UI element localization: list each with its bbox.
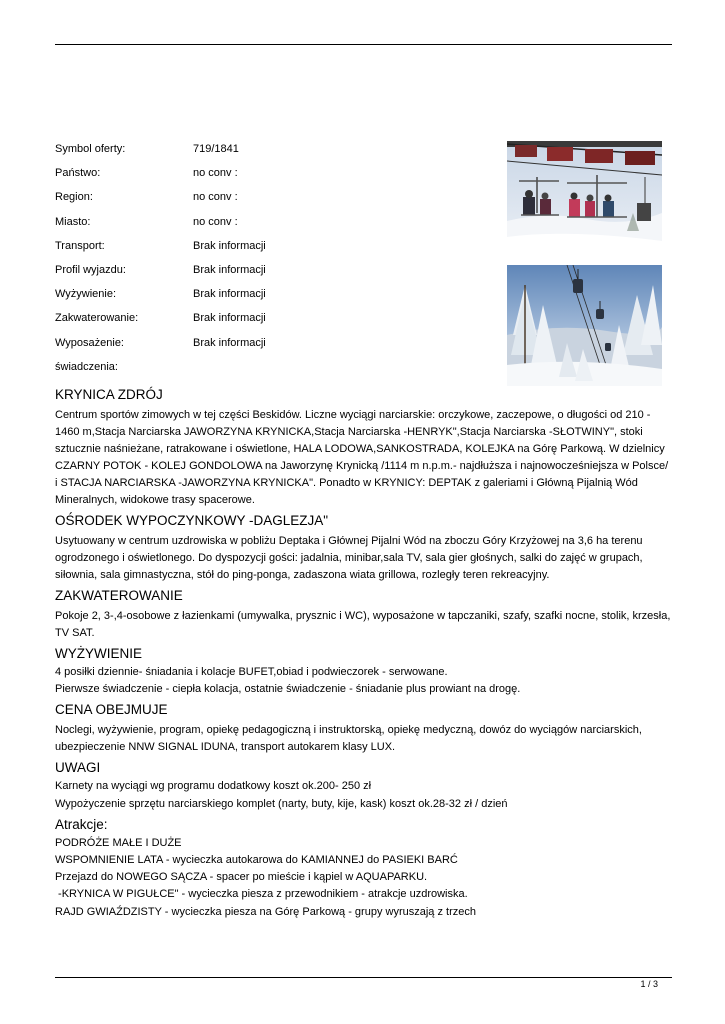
info-row bbox=[55, 165, 315, 189]
section-text: Centrum sportów zimowych w tej części Beskidów. Liczne wyciągi narciarskie: orczykowe, zaczepowe, o długości od 210 - 1460 m,Stacja Narciarska JAWORZYNA KRYNICKA,Stacja Narciarska -HENRYK",Stacja Narciarska -SŁOTWINY", stoki sztucznie naśnieżane, ratrakowane i oświetlone, HALA LODOWA,SANKOSTRADA, KOLEJKA na Górę Parkową. W dzielnicy CZARNY POTOK - KOLEJ GONDOLOWA na Jaworzynę Krynicką /1114 m n.p.m.- najdłuższa i najnowocześniejsza w Polsce/ i STACJA NARCIARSKA -JAWORZYNA KRYNICKA". Ponadto w KRYNICY: DEPTAK z galeriami i Główną Pijalnią Wód Mineralnych, widokowe trasy spacerowe. bbox=[55, 409, 669, 506]
section-heading: UWAGI bbox=[55, 760, 101, 776]
info-row bbox=[55, 310, 315, 334]
info-label: Symbol oferty: bbox=[55, 143, 126, 155]
info-value: no conv : bbox=[193, 167, 238, 180]
section-line: Karnety na wyciągi wg programu dodatkowy koszt ok.200- 250 zł bbox=[55, 780, 372, 793]
section-heading: KRYNICA ZDRÓJ bbox=[55, 387, 163, 402]
info-row bbox=[55, 189, 315, 213]
section-heading: OŚRODEK WYPOCZYNKOWY -DAGLEZJA" bbox=[55, 513, 329, 528]
section-line: Pierwsze świadczenie - ciepła kolacja, ostatnie świadczenie - śniadanie plus prowiant na drogę. bbox=[55, 683, 521, 696]
section-text: Noclegi, wyżywienie, program, opiekę pedagogiczną i instruktorską, opiekę medyczną, dowóz do wyciągów narciarskich, ubezpieczenie NNW SIGNAL IDUNA, transport autokarem klasy LUX. bbox=[55, 724, 642, 754]
info-label: Profil wyjazdu: bbox=[55, 263, 126, 276]
info-row bbox=[55, 335, 315, 359]
info-value: no conv : bbox=[193, 215, 238, 228]
info-label: Wyposażenie: bbox=[55, 336, 124, 349]
info-row bbox=[55, 286, 315, 310]
info-label: Transport: bbox=[55, 239, 105, 252]
info-row bbox=[55, 214, 315, 238]
gondola-snowy-forest-photo bbox=[507, 265, 662, 386]
info-label: świadczenia: bbox=[55, 360, 118, 373]
section-heading: CENA OBEJMUJE bbox=[55, 702, 168, 718]
info-label: Region: bbox=[55, 191, 93, 204]
page-number: 1 / 3 bbox=[640, 979, 658, 989]
info-value: no conv : bbox=[193, 191, 238, 204]
section-heading: ZAKWATEROWANIE bbox=[55, 588, 183, 603]
info-row bbox=[55, 262, 315, 286]
section-line: Przejazd do NOWEGO SĄCZA - spacer po mieście i kąpiel w AQUAPARKU. bbox=[55, 871, 428, 884]
section-cena-obejmuje bbox=[55, 700, 672, 756]
section-zakwaterowanie bbox=[55, 586, 672, 642]
info-label: Zakwaterowanie: bbox=[55, 312, 139, 325]
section-wyzywienie bbox=[55, 644, 672, 698]
section-uwagi bbox=[55, 758, 672, 812]
section-line: Wypożyczenie sprzętu narciarskiego komplet (narty, buty, kije, kask) koszt ok.28-32 zł / dzień bbox=[55, 797, 508, 810]
info-value: Brak informacji bbox=[193, 336, 266, 349]
section-line: -KRYNICA W PIGUŁCE" - wycieczka piesza z przewodnikiem - atrakcje uzdrowiska. bbox=[55, 888, 468, 901]
info-label: Wyżywienie: bbox=[55, 288, 117, 301]
section-line: RAJD GWIAŹDZISTY - wycieczka piesza na Górę Parkową - grupy wyruszają z trzech bbox=[55, 905, 476, 918]
section-line: PODRÓŻE MAŁE I DUŻE bbox=[55, 836, 182, 849]
section-text: Pokoje 2, 3-,4-osobowe z łazienkami (umywalka, prysznic i WC), wyposażone w tapczaniki, szafy, szafki nocne, stolik, krzesła, TV SAT. bbox=[55, 610, 671, 639]
info-label: Państwo: bbox=[55, 167, 101, 180]
info-value: Brak informacji bbox=[193, 239, 266, 252]
info-row bbox=[55, 359, 315, 383]
offer-info-table bbox=[55, 141, 315, 383]
info-value: Brak informacji bbox=[193, 288, 266, 301]
section-osrodek bbox=[55, 511, 672, 584]
info-value: 719/1841 bbox=[193, 143, 239, 155]
info-label: Miasto: bbox=[55, 215, 91, 228]
info-value: Brak informacji bbox=[193, 263, 266, 276]
info-row bbox=[55, 141, 315, 165]
section-heading: Atrakcje: bbox=[55, 816, 108, 832]
info-value: Brak informacji bbox=[193, 312, 266, 325]
info-row bbox=[55, 238, 315, 262]
offer-description bbox=[55, 385, 672, 923]
section-atrakcje bbox=[55, 815, 672, 921]
section-krynica bbox=[55, 385, 672, 509]
section-heading: WYŻYWIENIE bbox=[55, 646, 142, 661]
footer-rule bbox=[55, 977, 672, 978]
section-text: Usytuowany w centrum uzdrowiska w pobliżu Deptaka i Głównej Pijalni Wód na zboczu Góry Krzyżowej na 3,6 ha terenu ogrodzonego i oświetlonego. Do dyspozycji gości: jadalnia, minibar,sala TV, sala gier głośnych, salki do zajęć w grupach, siłownia, sala gimnastyczna, stół do ping-ponga, zadaszona wiata grillowa, rozległy teren rekreacyjny. bbox=[55, 535, 643, 581]
section-line: 4 posiłki dziennie- śniadania i kolacje BUFET,obiad i podwieczorek - serwowane. bbox=[55, 666, 448, 678]
chairlift-skiers-photo bbox=[507, 141, 662, 262]
header-rule bbox=[55, 44, 672, 45]
section-line: WSPOMNIENIE LATA - wycieczka autokarowa do KAMIANNEJ do PASIEKI BARĆ bbox=[55, 854, 458, 867]
